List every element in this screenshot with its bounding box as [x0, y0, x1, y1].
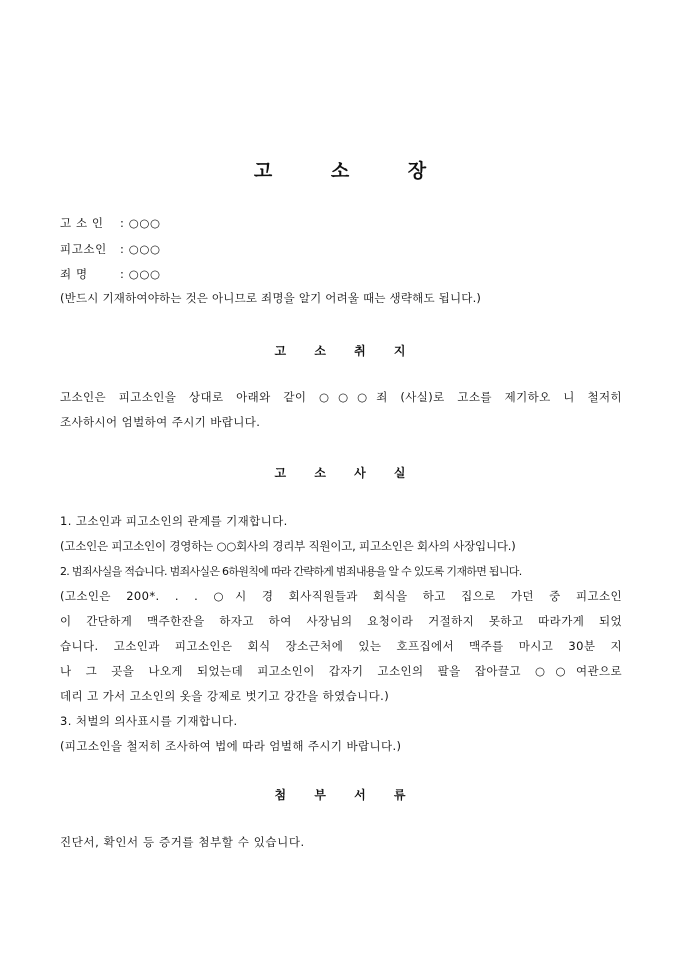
- facts-section: [60, 509, 622, 759]
- facts-heading: 고 소 사 실: [274, 466, 418, 480]
- purpose-paragraph: [60, 385, 622, 435]
- facts-item-2-detail-line: 나 그 곳을 나오게 되었는데 피고소인이 갑자기 고소인의 팔을 잡아끌고 ○○여관으로: [60, 664, 622, 678]
- charge-value: : ○○○: [120, 267, 161, 281]
- charge-label: 죄 명: [60, 267, 88, 281]
- charge-row: [60, 267, 161, 281]
- purpose-line: 조사하시어 엄벌하여 주시기 바랍니다.: [60, 415, 261, 429]
- accused-value: : ○○○: [120, 242, 161, 256]
- facts-item-1-detail: (고소인은 피고소인이 경영하는 ○○회사의 경리부 직원이고, 피고소인은 회사의 사장입니다.): [60, 539, 516, 553]
- complainant-label: 고 소 인: [60, 216, 104, 230]
- facts-item-2-detail-line: (고소인은 200*. . . ○시 경 회사직원들과 회식을 하고 집으로 가던 중 피고소인: [60, 589, 622, 603]
- accused-row: [60, 242, 161, 256]
- facts-item-2: 2. 범죄사실을 적습니다. 범죄사실은 6하원칙에 따라 간략하게 범죄내용을 알 수 있도록 기재하면 됩니다.: [60, 565, 522, 578]
- attachments-heading: 첨 부 서 류: [274, 788, 418, 802]
- facts-item-3: 3. 처벌의 의사표시를 기재합니다.: [60, 714, 238, 728]
- purpose-heading: 고 소 취 지: [274, 344, 418, 358]
- facts-item-3-detail: (피고소인을 철저히 조사하여 법에 따라 엄벌해 주시기 바랍니다.): [60, 739, 402, 753]
- accused-label: 피고소인: [60, 242, 107, 256]
- facts-item-2-detail-line: 습니다. 고소인과 피고소인은 회식 장소근처에 있는 호프집에서 맥주를 마시고 30분 지: [60, 639, 622, 653]
- purpose-line: 고소인은 피고소인을 상대로 아래와 같이 ○○○죄 (사실)로 고소를 제기하오 니 철저히: [60, 390, 622, 404]
- attachments-text: 진단서, 확인서 등 증거를 첨부할 수 있습니다.: [60, 835, 305, 849]
- facts-item-2-detail-line: 데리 고 가서 고소인의 옷을 강제로 벗기고 강간을 하였습니다.): [60, 689, 390, 703]
- facts-item-2-detail-line: 이 간단하게 맥주한잔을 하자고 하여 사장님의 요청이라 거절하지 못하고 따라가게 되었: [60, 614, 622, 628]
- complainant-value: : ○○○: [120, 216, 161, 230]
- document-title: 고 소 장: [253, 160, 453, 182]
- charge-note: (반드시 기재하여야하는 것은 아니므로 죄명을 알기 어려울 때는 생략해도 됩니다.): [60, 291, 482, 305]
- complainant-row: [60, 216, 161, 230]
- facts-item-1: 1. 고소인과 피고소인의 관계를 기재합니다.: [60, 514, 288, 528]
